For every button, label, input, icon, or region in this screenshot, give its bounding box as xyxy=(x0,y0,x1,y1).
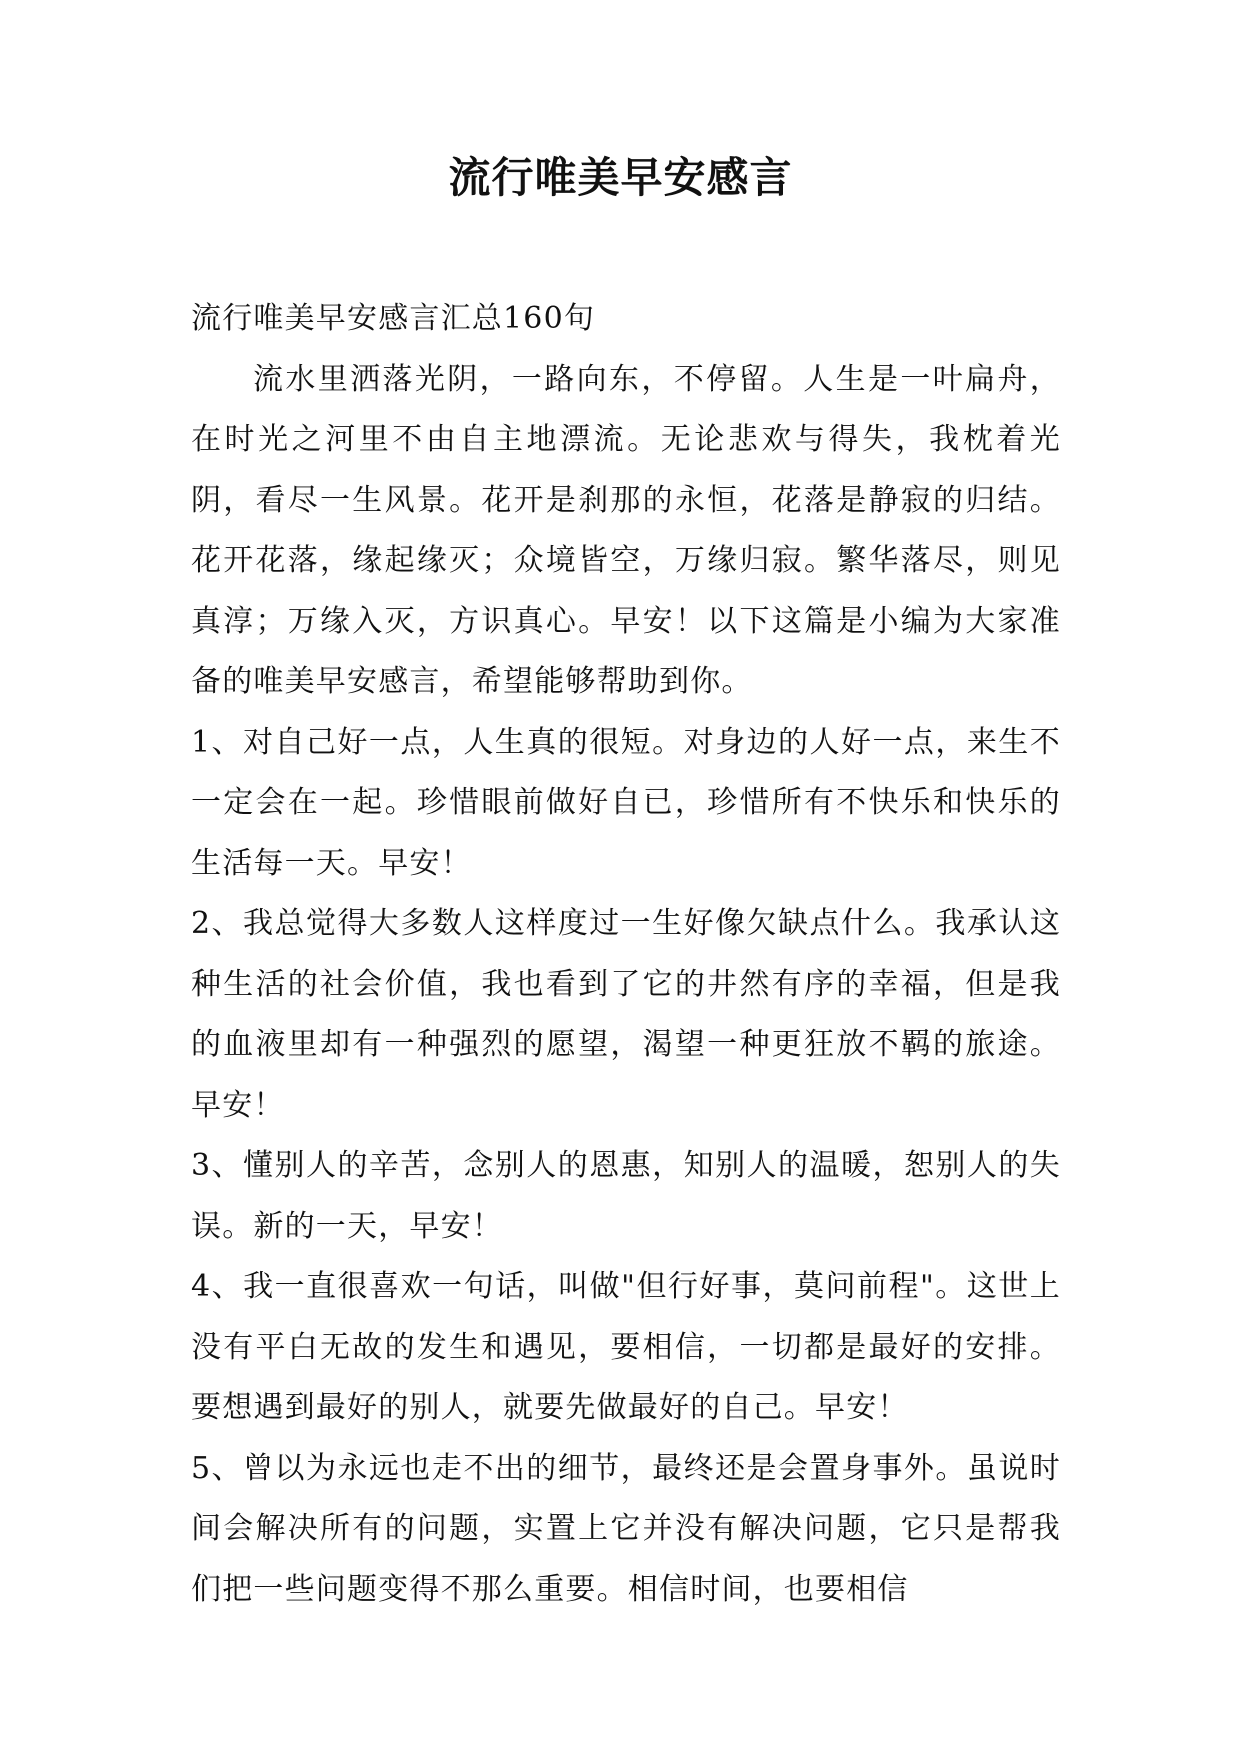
document-title: 流行唯美早安感言 xyxy=(448,153,793,202)
list-item-4: 4、我一直很喜欢一句话，叫做"但行好事，莫问前程"。这世上没有平白无故的发生和遇见，要相信，一切都是最好的安排。要想遇到最好的别人，就要先做最好的自己。早安！ xyxy=(191,1269,1061,1425)
list-item-3: 3、懂别人的辛苦，念别人的恩惠，知别人的温暖，恕别人的失误。新的一天，早安！ xyxy=(191,1148,1061,1244)
document-body xyxy=(191,289,1061,1620)
intro-paragraph: 流水里洒落光阴，一路向东，不停留。人生是一叶扁舟，在时光之河里不由自主地漂流。无论悲欢与得失，我枕着光阴，看尽一生风景。花开是刹那的永恒，花落是静寂的归结。花开花落，缘起缘灭；众境皆空，万缘归寂。繁华落尽，则见真淳；万缘入灭，方识真心。早安！以下这篇是小编为大家准备的唯美早安感言，希望能够帮助到你。 xyxy=(191,361,1061,699)
list-item-1: 1、对自己好一点，人生真的很短。对身边的人好一点，来生不一定会在一起。珍惜眼前做好自已，珍惜所有不快乐和快乐的生活每一天。早安！ xyxy=(191,724,1061,881)
list-item-2: 2、我总觉得大多数人这样度过一生好像欠缺点什么。我承认这种生活的社会价值，我也看到了它的井然有序的幸福，但是我的血液里却有一种强烈的愿望，渴望一种更狂放不羁的旅途。早安！ xyxy=(191,906,1061,1123)
document-subtitle: 流行唯美早安感言汇总160句 xyxy=(191,301,596,336)
list-item-5: 5、曾以为永远也走不出的细节，最终还是会置身事外。虽说时间会解决所有的问题，实置上它并没有解决问题，它只是帮我们把一些问题变得不那么重要。相信时间，也要相信 xyxy=(191,1450,1061,1607)
